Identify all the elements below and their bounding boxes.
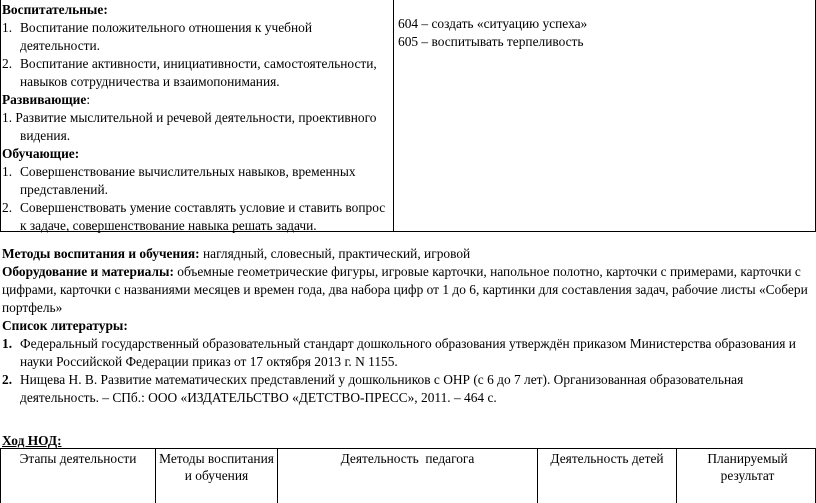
educational-heading: Воспитательные: [2, 2, 108, 17]
course-heading: Ход НОД: [2, 433, 62, 448]
course-table-top [0, 448, 816, 449]
column-header-children-activity: Деятельность детей [550, 451, 664, 466]
teaching-item-1: 1. Совершенствование вычислительных навыков, временных представлений. [2, 164, 356, 197]
literature-heading: Список литературы: [2, 318, 128, 333]
equipment-paragraph: Оборудование и материалы: объемные геометрические фигуры, игровые карточки, напольное полотно, карточки с примерами, карточки с цифрами, карточки с названиями месяцев и времен года, два набора цифр от 1 до 6, картинки для составления задач, рабочие листы «Собери портфель» [2, 264, 808, 315]
literature-item-2: 2. Нищева Н. В. Развитие математических представлений у дошкольников с ОНР (с 6 до 7 лет). Организованная образовательная деятельность. – СПб.: ООО «ИЗДАТЕЛЬСТВО «ДЕТСТВО-ПРЕСС», 2011. – 464 с. [2, 372, 744, 405]
educational-item-2: 2. Воспитание активности, инициативности, самостоятельности, навыков сотрудничества и взаимопонимания. [2, 56, 377, 89]
educational-item-1: 1. Воспитание положительного отношения к учебной деятельности. [2, 20, 313, 53]
teaching-heading: Обучающие: [2, 146, 80, 161]
right-cell-line-1: 604 – создать «ситуацию успеха» [398, 16, 588, 31]
developing-heading: Развивающие: [2, 92, 91, 107]
literature-item-1: 1. Федеральный государственный образовательный стандарт дошкольного образования утверждён приказом Министерства образования и науки Российской Федерации приказ от 17 октября 2013 г. N 1155. [2, 336, 796, 369]
right-cell [398, 15, 808, 51]
column-header-planned-result: Планируемый результат [707, 451, 788, 483]
table-border-middle [393, 0, 394, 232]
column-header-methods: Методы воспитания и обучения [159, 451, 274, 483]
table-border-left [0, 0, 1, 232]
goals-cell [2, 1, 388, 235]
course-table-sep-4 [676, 448, 677, 503]
right-cell-line-2: 605 – воспитывать терпеливость [398, 34, 584, 49]
teaching-item-2: 2. Совершенствовать умение составлять условие и ставить вопрос к задаче, совершенствование навыка решать задачи. [2, 200, 386, 233]
methods-section [2, 245, 814, 407]
column-header-teacher-activity: Деятельность педагога [340, 451, 475, 466]
methods-paragraph: Методы воспитания и обучения: наглядный, словесный, практический, игровой [2, 246, 471, 261]
column-header-stages: Этапы деятельности [19, 451, 137, 466]
developing-item: 1. Развитие мыслительной и речевой деятельности, проективного видения. [2, 110, 377, 143]
